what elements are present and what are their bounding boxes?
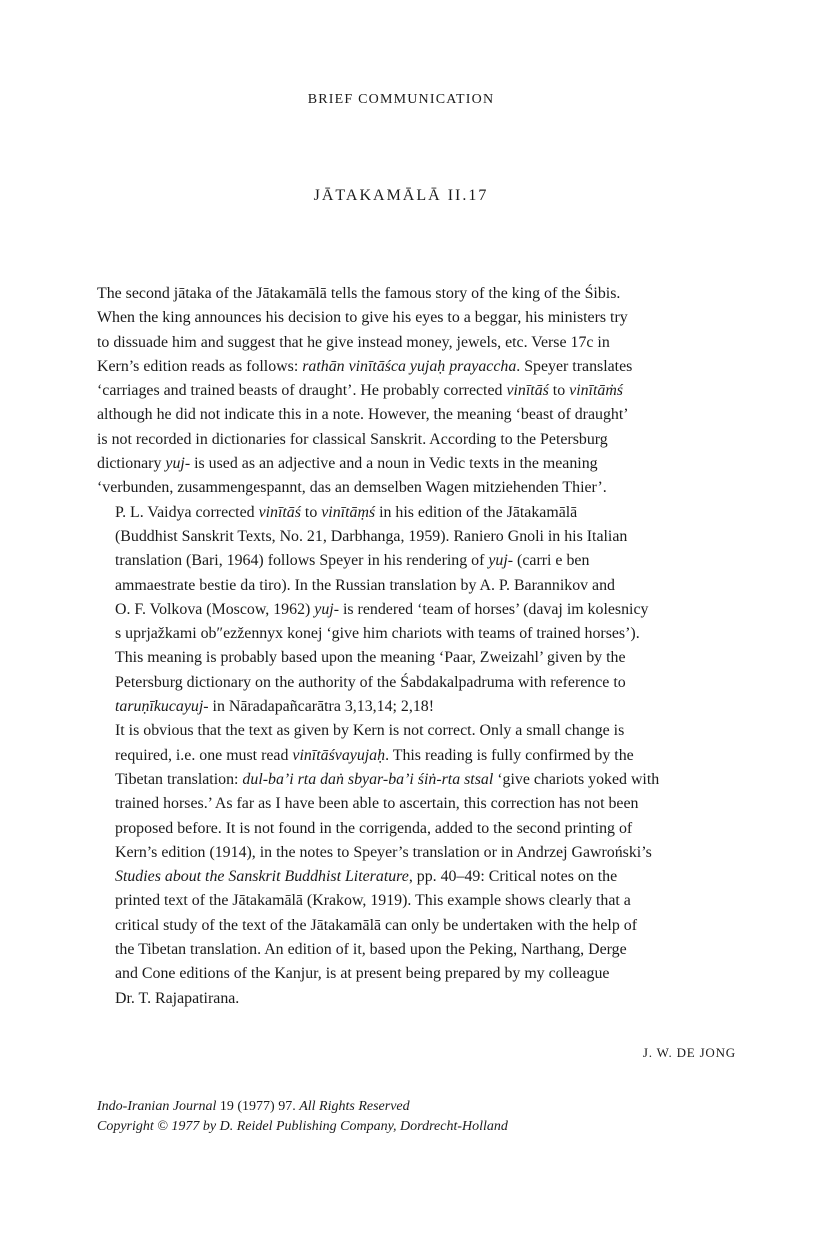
italic-term: Studies about the Sanskrit Buddhist Literature <box>115 868 409 886</box>
text-run: to dissuade him and suggest that he give instead money, jewels, etc. Verse 17c in <box>97 333 610 351</box>
text-line <box>97 768 737 792</box>
text-line <box>97 792 737 816</box>
text-line <box>97 865 737 889</box>
copyright-line: Copyright © 1977 by D. Reidel Publishing Company, Dordrecht-Holland <box>97 1119 508 1134</box>
paragraph <box>97 719 737 1011</box>
text-run: Tibetan translation: <box>115 770 243 788</box>
text-line <box>97 889 737 913</box>
text-run: translation (Bari, 1964) follows Speyer in his rendering of <box>115 552 489 570</box>
article-body <box>97 282 737 1011</box>
text-run: ‘give chariots yoked with <box>493 770 660 788</box>
journal-name: Indo-Iranian Journal <box>97 1099 217 1114</box>
text-run: It is obvious that the text as given by Kern is not correct. Only a small change is <box>115 722 625 740</box>
text-run: in Nāradapañcarātra 3,13,14; 2,18! <box>208 698 435 716</box>
text-line <box>97 671 737 695</box>
text-run: (Buddhist Sanskrit Texts, No. 21, Darbhanga, 1959). Raniero Gnoli in his Italian <box>115 527 628 545</box>
text-line <box>97 282 737 306</box>
text-run: Petersburg dictionary on the authority of the Śabdakalpadruma with reference to <box>115 673 626 691</box>
text-run: to <box>548 382 570 400</box>
article-title: JĀTAKAMĀLĀ II.17 <box>313 187 489 204</box>
section-label: BRIEF COMMUNICATION <box>307 92 495 107</box>
italic-term: vinītāṃś <box>321 503 376 521</box>
text-run: is not recorded in dictionaries for classical Sanskrit. According to the Petersburg <box>97 430 608 448</box>
text-run: trained horses.’ As far as I have been able to ascertain, this correction has not been <box>115 795 639 813</box>
text-line <box>97 938 737 962</box>
text-line <box>97 452 737 476</box>
italic-term: yuj- <box>314 600 339 618</box>
text-line <box>97 403 737 427</box>
text-line <box>97 501 737 525</box>
text-run: in his edition of the Jātakamālā <box>375 503 578 521</box>
text-line <box>97 549 737 573</box>
text-run: to <box>300 503 322 521</box>
text-run: ‘verbunden, zusammengespannt, das an demselben Wagen mitziehenden Thier’. <box>97 479 607 497</box>
text-run: is rendered ‘team of horses’ (davaj im kolesnicy <box>339 600 649 618</box>
text-line <box>97 817 737 841</box>
text-run: ammaestrate bestie da tiro). In the Russian translation by A. P. Barannikov and <box>115 576 616 594</box>
text-line <box>97 987 737 1011</box>
text-run: P. L. Vaidya corrected <box>115 503 259 521</box>
italic-term: taruṇīkucayuj- <box>115 698 209 716</box>
text-run: Kern’s edition reads as follows: <box>97 357 303 375</box>
text-run: This meaning is probably based upon the meaning ‘Paar, Zweizahl’ given by the <box>115 649 626 667</box>
text-line <box>97 331 737 355</box>
text-run: , pp. 40–49: Critical notes on the <box>408 868 618 886</box>
text-run: critical study of the text of the Jātakamālā can only be undertaken with the help of <box>115 916 638 934</box>
italic-term: vinītāśvayujaḥ <box>292 746 386 764</box>
text-run: . This reading is fully confirmed by the <box>385 746 634 764</box>
footer-citation <box>97 1097 717 1137</box>
text-run: Kern’s edition (1914), in the notes to Speyer’s translation or in Andrzej Gawroński’s <box>115 843 652 861</box>
text-run: Dr. T. Rajapatirana. <box>115 989 240 1007</box>
text-line <box>97 646 737 670</box>
italic-term: vinītāṁś <box>569 382 623 400</box>
italic-term: yuj- <box>165 455 191 473</box>
text-line <box>97 744 737 768</box>
text-line <box>97 476 737 500</box>
text-run: is used as an adjective and a noun in Vedic texts in the meaning <box>190 455 598 473</box>
text-line <box>97 695 737 719</box>
text-line <box>97 598 737 622</box>
paragraph <box>97 282 737 501</box>
text-run: the Tibetan translation. An edition of it, based upon the Peking, Narthang, Derge <box>115 941 627 959</box>
text-run: O. F. Volkova (Moscow, 1962) <box>115 600 315 618</box>
text-run: required, i.e. one must read <box>115 746 293 764</box>
text-run: and Cone editions of the Kanjur, is at present being prepared by my colleague <box>115 965 610 983</box>
text-line <box>97 428 737 452</box>
text-line <box>97 355 737 379</box>
text-run: ‘carriages and trained beasts of draught’. He probably corrected <box>97 382 507 400</box>
paragraph <box>97 501 737 720</box>
italic-term: yuj- <box>488 552 514 570</box>
text-run: . Speyer translates <box>516 357 633 375</box>
italic-term: dul-ba’i rta daṅ sbyar-ba’i śiṅ-rta stsal <box>242 770 494 788</box>
text-line <box>97 962 737 986</box>
text-line <box>97 841 737 865</box>
italic-term: vinītāś <box>258 503 301 521</box>
text-line <box>97 525 737 549</box>
text-run: proposed before. It is not found in the corrigenda, added to the second printing of <box>115 819 633 837</box>
text-line <box>97 622 737 646</box>
text-run: The second jātaka of the Jātakamālā tells the famous story of the king of the Śibis. <box>97 285 621 302</box>
text-run: When the king announces his decision to give his eyes to a beggar, his ministers try <box>97 309 628 327</box>
text-run: although he did not indicate this in a note. However, the meaning ‘beast of draught’ <box>97 406 629 424</box>
text-line <box>97 379 737 403</box>
text-run: dictionary <box>97 455 166 473</box>
text-run: printed text of the Jātakamālā (Krakow, 1919). This example shows clearly that a <box>115 892 631 910</box>
text-line <box>97 719 737 743</box>
rights-text: All Rights Reserved <box>299 1099 410 1114</box>
italic-term: rathān vinītāśca yujaḥ prayaccha <box>302 357 517 375</box>
text-line <box>97 574 737 598</box>
journal-volume: 19 (1977) 97. <box>216 1099 300 1114</box>
text-line <box>97 914 737 938</box>
text-run: (carri e ben <box>513 552 590 570</box>
author-name: J. W. DE JONG <box>642 1045 736 1060</box>
journal-line <box>97 1097 717 1117</box>
text-line <box>97 306 737 330</box>
text-run: s uprjažkami ob″ezžennyx konej ‘give him chariots with teams of trained horses’). <box>115 625 640 643</box>
italic-term: vinītāś <box>506 382 549 400</box>
